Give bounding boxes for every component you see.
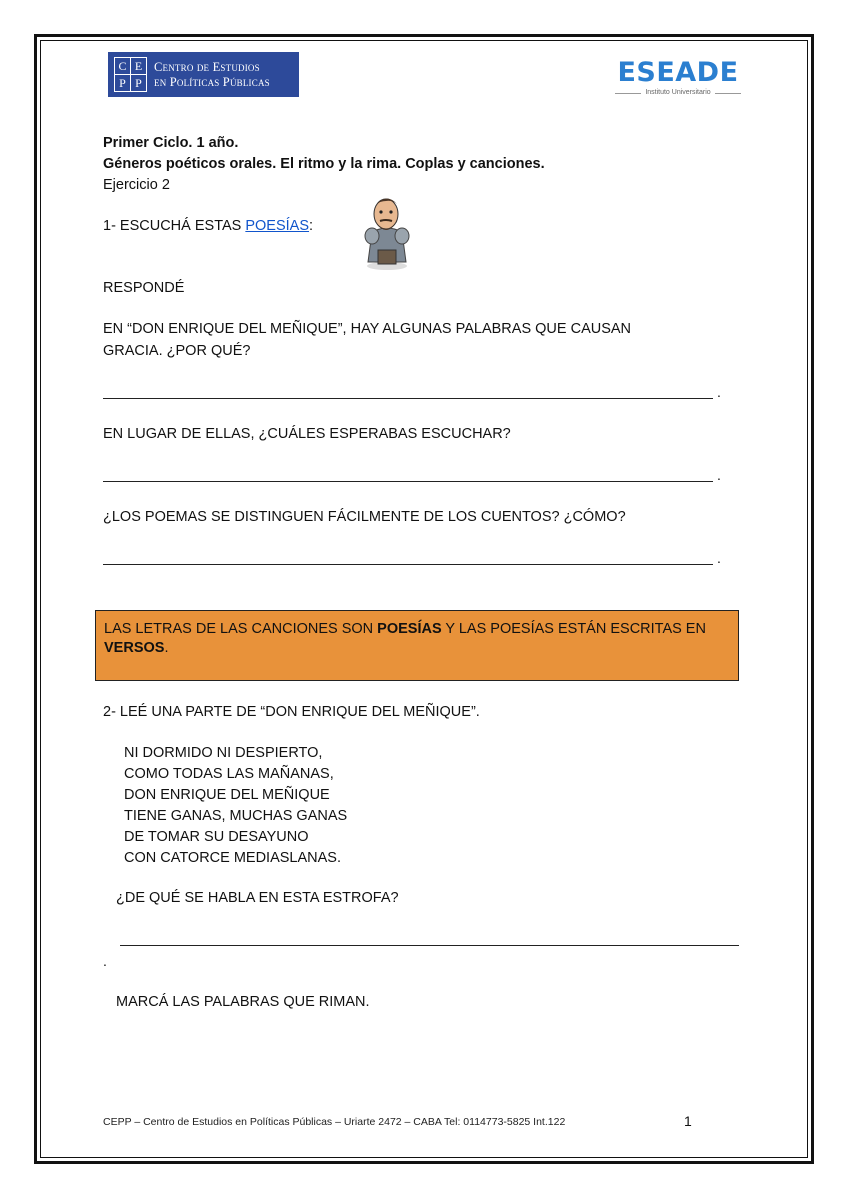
poem-verse: CON CATORCE MEDIASLANAS. [124, 850, 342, 866]
cepp-letter: E [131, 58, 146, 74]
question4: ¿DE QUÉ SE HABLA EN ESTA ESTROFA? [116, 890, 399, 906]
heading-exercise: Ejercicio 2 [103, 177, 170, 193]
answer-line-2[interactable] [103, 481, 713, 482]
knight-character-illustration [362, 192, 412, 270]
callout-bold-versos: VERSOS [104, 640, 165, 656]
eseade-logo-name: ESEADE [617, 57, 739, 88]
rhyme-instruction: MARCÁ LAS PALABRAS QUE RIMAN. [116, 994, 370, 1010]
page-number: 1 [684, 1113, 692, 1129]
poem-stanza [124, 743, 347, 869]
answer-line-end: . [717, 384, 721, 400]
respond-label: RESPONDÉ [103, 280, 185, 296]
page-border-inner [40, 40, 808, 1158]
poesias-link[interactable]: POESÍAS [245, 218, 310, 234]
eseade-logo-subtitle: Instituto Universitario [608, 88, 748, 98]
cepp-logo-line2: en Políticas Públicas [154, 74, 270, 89]
poem-verse: TIENE GANAS, MUCHAS GANAS [124, 808, 348, 824]
question2: EN LUGAR DE ELLAS, ¿CUÁLES ESPERABAS ESCUCHAR? [103, 426, 511, 442]
answer-line-3[interactable] [103, 564, 713, 565]
heading-topic: Géneros poéticos orales. El ritmo y la rima. Coplas y canciones. [103, 156, 545, 172]
cepp-letter: P [115, 75, 130, 91]
answer-line-end: . [717, 550, 721, 566]
cepp-logo-text [154, 60, 270, 90]
answer-line-end: . [717, 467, 721, 483]
cepp-monogram [114, 57, 147, 92]
cepp-logo [108, 52, 299, 97]
question1-line1: EN “DON ENRIQUE DEL MEÑIQUE”, HAY ALGUNAS PALABRAS QUE CAUSAN [103, 321, 632, 337]
callout-bold-poesias: POESÍAS [377, 621, 442, 637]
question3: ¿LOS POEMAS SE DISTINGUEN FÁCILMENTE DE LOS CUENTOS? ¿CÓMO? [103, 509, 626, 525]
poem-verse: COMO TODAS LAS MAÑANAS, [124, 766, 334, 782]
answer-line-1[interactable] [103, 398, 713, 399]
section2-title: 2- LEÉ UNA PARTE DE “DON ENRIQUE DEL MEÑIQUE”. [103, 704, 480, 720]
poem-verse: NI DORMIDO NI DESPIERTO, [124, 745, 323, 761]
answer-line-end: . [103, 953, 107, 969]
heading-cycle: Primer Ciclo. 1 año. [103, 135, 239, 151]
poem-verse: DE TOMAR SU DESAYUNO [124, 829, 309, 845]
poem-verse: DON ENRIQUE DEL MEÑIQUE [124, 787, 330, 803]
callout-box: LAS LETRAS DE LAS CANCIONES SON POESÍAS Y LAS POESÍAS ESTÁN ESCRITAS EN VERSOS. [95, 610, 739, 681]
question1-line2: GRACIA. ¿POR QUÉ? [103, 343, 251, 359]
footer-text: CEPP – Centro de Estudios en Políticas Públicas – Uriarte 2472 – CABA Tel: 0114773-5825 Int.122 [103, 1116, 566, 1128]
cepp-letter: P [131, 75, 146, 91]
cepp-letter: C [115, 58, 130, 74]
eseade-logo [608, 58, 748, 98]
answer-line-4[interactable] [120, 945, 739, 946]
cepp-logo-line1: Centro de Estudios [154, 59, 260, 74]
section1-title: 1- ESCUCHÁ ESTAS POESÍAS: [103, 218, 314, 234]
